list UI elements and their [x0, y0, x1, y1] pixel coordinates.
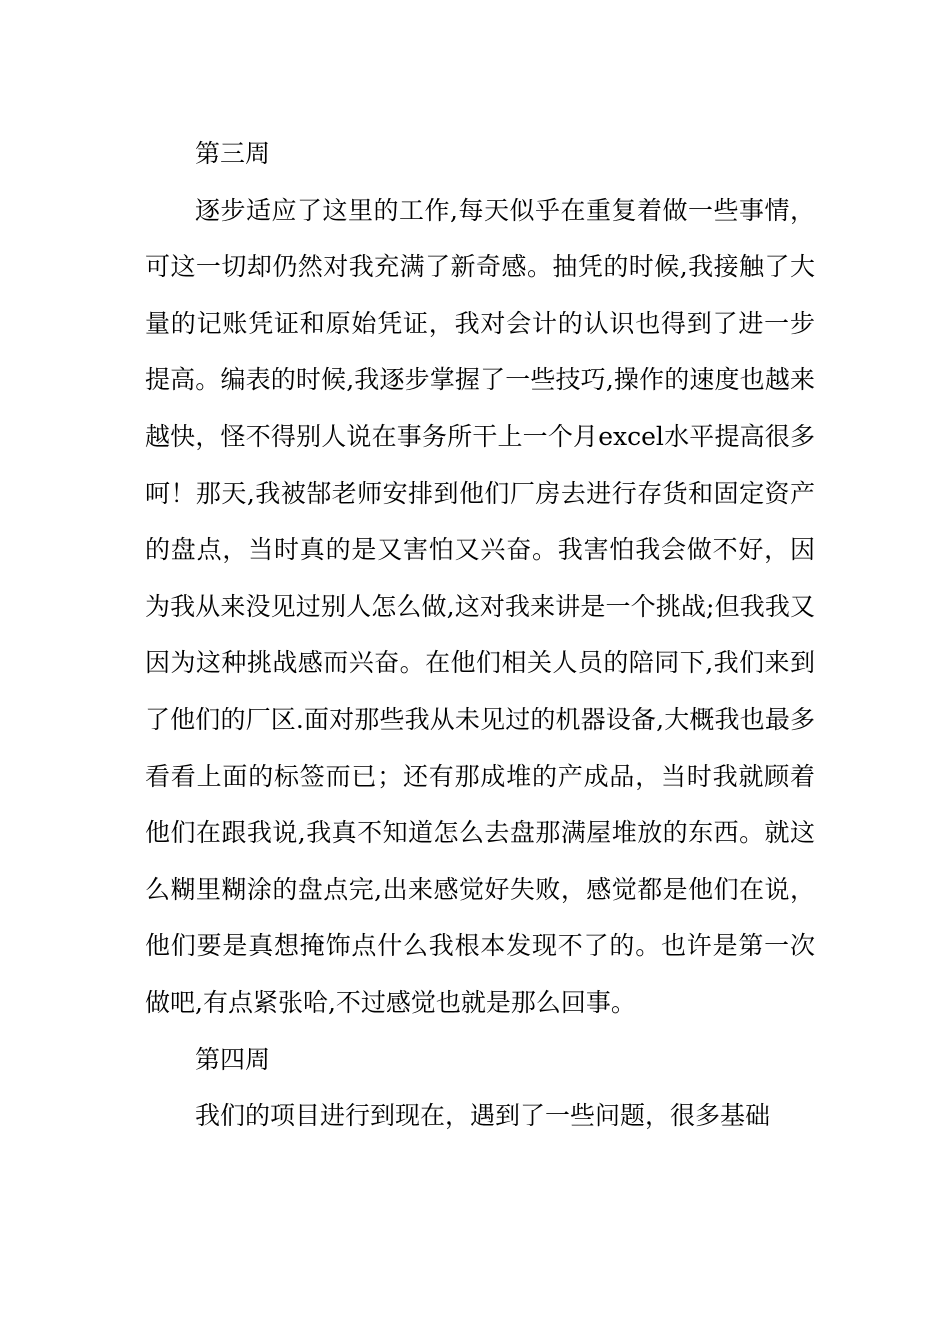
section-heading-week-4: 第四周 [195, 1044, 271, 1074]
section-paragraph-week-3: 逐步适应了这里的工作,每天似乎在重复着做一些事情，可这一切却仍然对我充满了新奇感。抽凭的时候,我接触了大量的记账凭证和原始凭证，我对会计的认识也得到了进一步提高。编表的时候,我逐步掌握了一些技巧,操作的速度也越来越快，怪不得别人说在事务所干上一个月excel水平提高很多呵！那天,我被郜老师安排到他们厂房去进行存货和固定资产的盘点，当时真的是又害怕又兴奋。我害怕我会做不好，因为我从来没见过别人怎么做,这对我来讲是一个挑战;但我我又因为这种挑战感而兴奋。在他们相关人员的陪同下,我们来到了他们的厂区.面对那些我从未见过的机器设备,大概我也最多看看上面的标签而已；还有那成堆的产成品，当时我就顾着他们在跟我说,我真不知道怎么去盘那满屋堆放的东西。就这么糊里糊涂的盘点完,出来感觉好失败，感觉都是他们在说，他们要是真想掩饰点什么我根本发现不了的。也许是第一次做吧,有点紧张哈,不过感觉也就是那么回事。 [145, 195, 815, 1017]
section-paragraph-week-4: 我们的项目进行到现在，遇到了一些问题，很多基础 [195, 1101, 771, 1131]
document-body [145, 126, 815, 1145]
section-heading-week-3: 第三周 [195, 139, 271, 168]
